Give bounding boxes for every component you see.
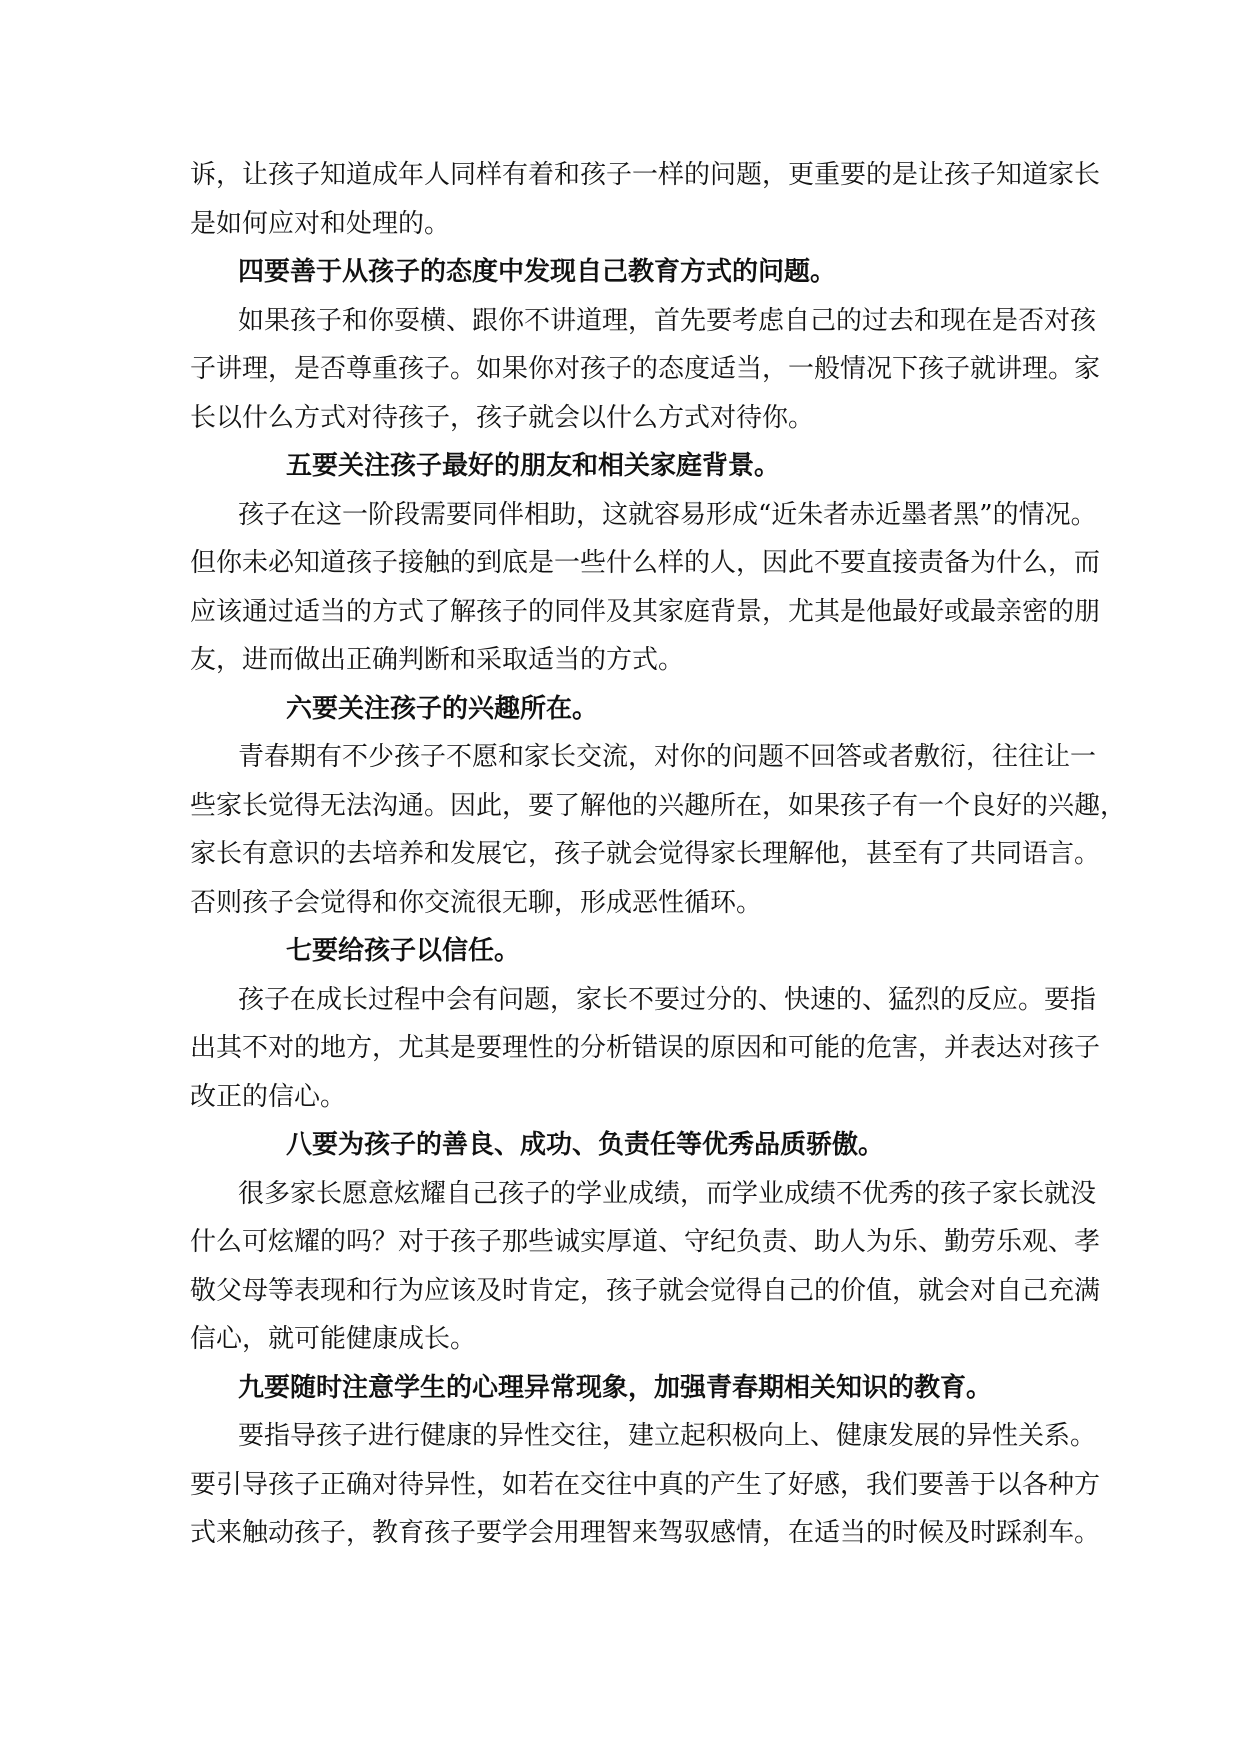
section-heading: 五要关注孩子最好的朋友和相关家庭背景。 — [286, 451, 781, 481]
paragraph-line: 敬父母等表现和行为应该及时肯定，孩子就会觉得自己的价值，就会对自己充满 — [190, 1276, 1101, 1306]
paragraph-line: 要指导孩子进行健康的异性交往，建立起积极向上、健康发展的异性关系。 — [238, 1421, 1097, 1451]
paragraph-line: 青春期有不少孩子不愿和家长交流，对你的问题不回答或者敷衍，往往让一 — [238, 742, 1097, 772]
paragraph-line: 否则孩子会觉得和你交流很无聊，形成恶性循环。 — [190, 888, 763, 918]
section-heading: 九要随时注意学生的心理异常现象，加强青春期相关知识的教育。 — [238, 1373, 993, 1403]
paragraph-line: 是如何应对和处理的。 — [190, 209, 451, 239]
paragraph-line: 家长有意识的去培养和发展它，孩子就会觉得家长理解他，甚至有了共同语言。 — [190, 839, 1101, 869]
paragraph-line: 要引导孩子正确对待异性，如若在交往中真的产生了好感，我们要善于以各种方 — [190, 1470, 1101, 1500]
paragraph-line: 些家长觉得无法沟通。因此，要了解他的兴趣所在，如果孩子有一个良好的兴趣， — [190, 791, 1127, 821]
paragraph-line: 很多家长愿意炫耀自己孩子的学业成绩，而学业成绩不优秀的孩子家长就没 — [238, 1179, 1097, 1209]
paragraph-line: 诉，让孩子知道成年人同样有着和孩子一样的问题，更重要的是让孩子知道家长 — [190, 160, 1101, 190]
paragraph-line: 如果孩子和你耍横、跟你不讲道理，首先要考虑自己的过去和现在是否对孩 — [238, 306, 1097, 336]
paragraph-line: 长以什么方式对待孩子，孩子就会以什么方式对待你。 — [190, 403, 815, 433]
paragraph-line: 但你未必知道孩子接触的到底是一些什么样的人，因此不要直接责备为什么，而 — [190, 548, 1101, 578]
paragraph-line: 孩子在这一阶段需要同伴相助，这就容易形成“近朱者赤近墨者黑”的情况。 — [238, 500, 1097, 530]
paragraph-line: 应该通过适当的方式了解孩子的同伴及其家庭背景，尤其是他最好或最亲密的朋 — [190, 597, 1101, 627]
section-heading: 七要给孩子以信任。 — [286, 936, 521, 966]
paragraph-line: 信心，就可能健康成长。 — [190, 1324, 477, 1354]
paragraph-line: 什么可炫耀的吗？对于孩子那些诚实厚道、守纪负责、助人为乐、勤劳乐观、孝 — [190, 1227, 1101, 1257]
paragraph-line: 子讲理，是否尊重孩子。如果你对孩子的态度适当，一般情况下孩子就讲理。家 — [190, 354, 1101, 384]
paragraph-line: 孩子在成长过程中会有问题，家长不要过分的、快速的、猛烈的反应。要指 — [238, 985, 1097, 1015]
paragraph-line: 友，进而做出正确判断和采取适当的方式。 — [190, 645, 685, 675]
paragraph-line: 出其不对的地方，尤其是要理性的分析错误的原因和可能的危害，并表达对孩子 — [190, 1033, 1101, 1063]
paragraph-line: 式来触动孩子，教育孩子要学会用理智来驾驭感情，在适当的时候及时踩刹车。 — [190, 1518, 1101, 1548]
section-heading: 八要为孩子的善良、成功、负责任等优秀品质骄傲。 — [286, 1130, 885, 1160]
section-heading: 六要关注孩子的兴趣所在。 — [286, 694, 599, 724]
paragraph-line: 改正的信心。 — [190, 1082, 347, 1112]
section-heading: 四要善于从孩子的态度中发现自己教育方式的问题。 — [238, 257, 837, 287]
